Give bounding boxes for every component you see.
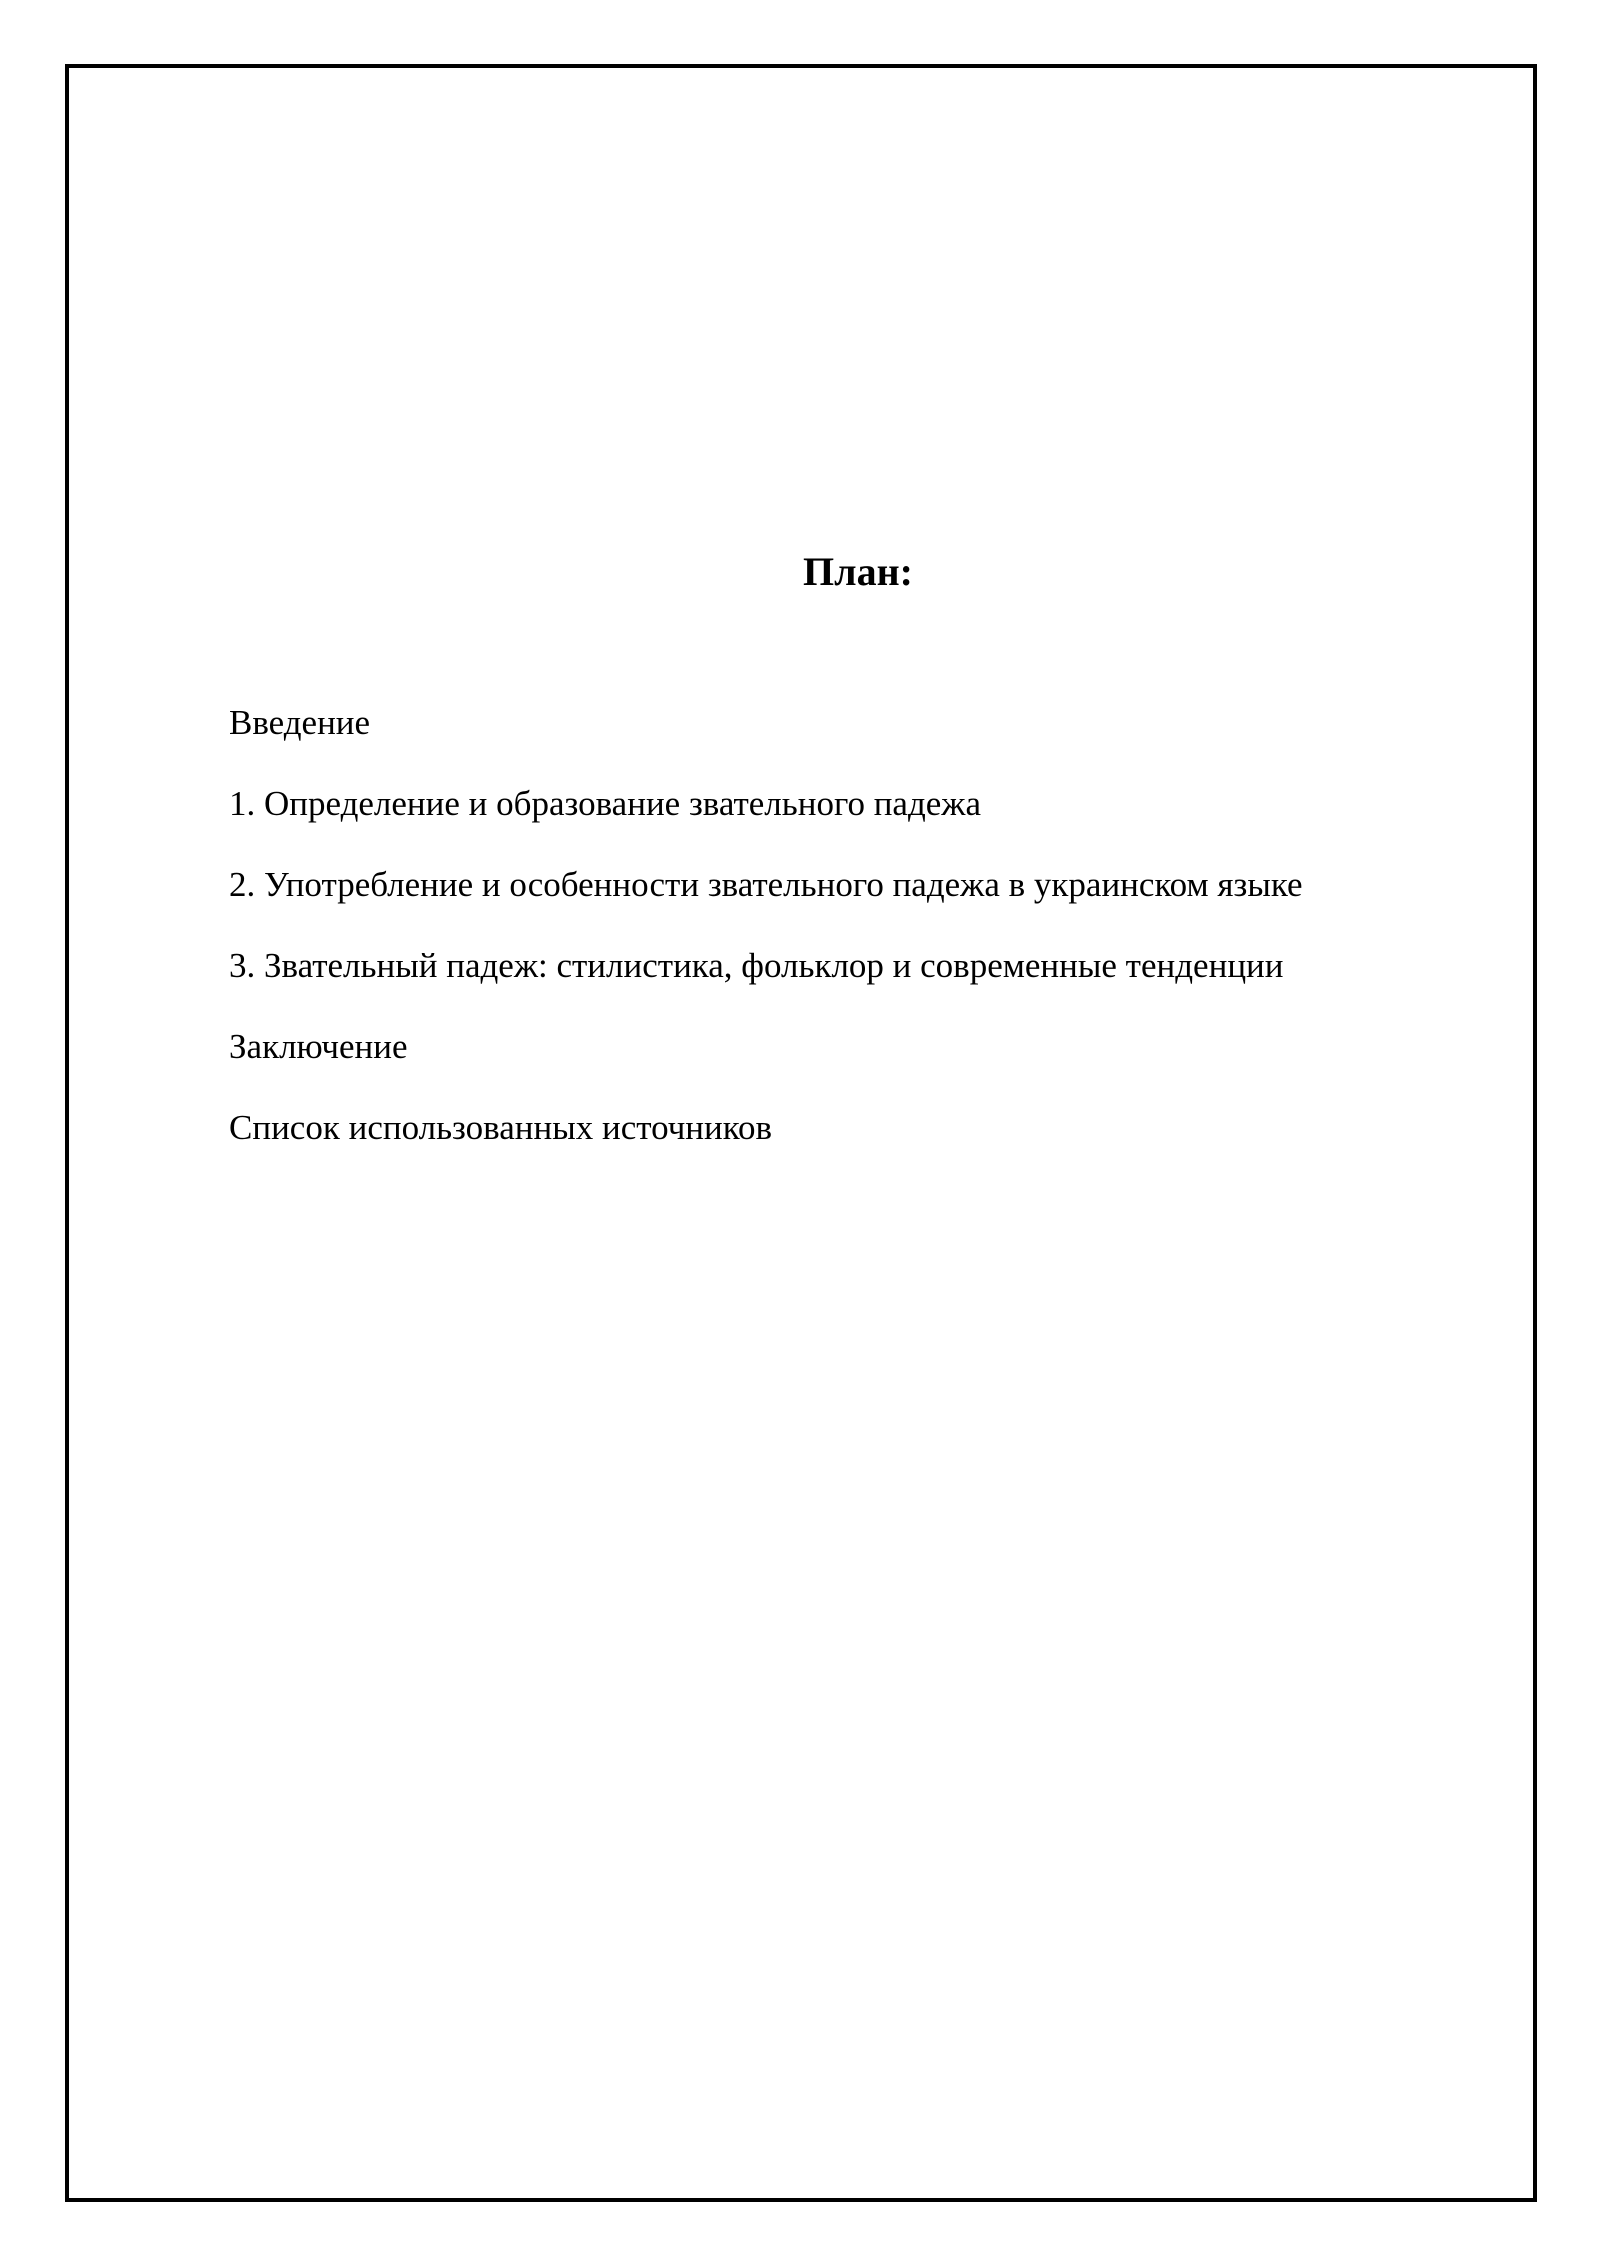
plan-list <box>229 700 1303 1186</box>
plan-item-section-2: 2. Употребление и особенности звательного падежа в украинском языке <box>229 865 1303 904</box>
plan-item-section-1: 1. Определение и образование звательного падежа <box>229 784 982 823</box>
page-title: План: <box>803 549 913 594</box>
plan-item-introduction: Введение <box>229 703 371 742</box>
plan-item-conclusion: Заключение <box>229 1027 408 1066</box>
plan-item-section-3: 3. Звательный падеж: стилистика, фольклор и современные тенденции <box>229 946 1284 985</box>
plan-item-references: Список использованных источников <box>229 1108 773 1147</box>
